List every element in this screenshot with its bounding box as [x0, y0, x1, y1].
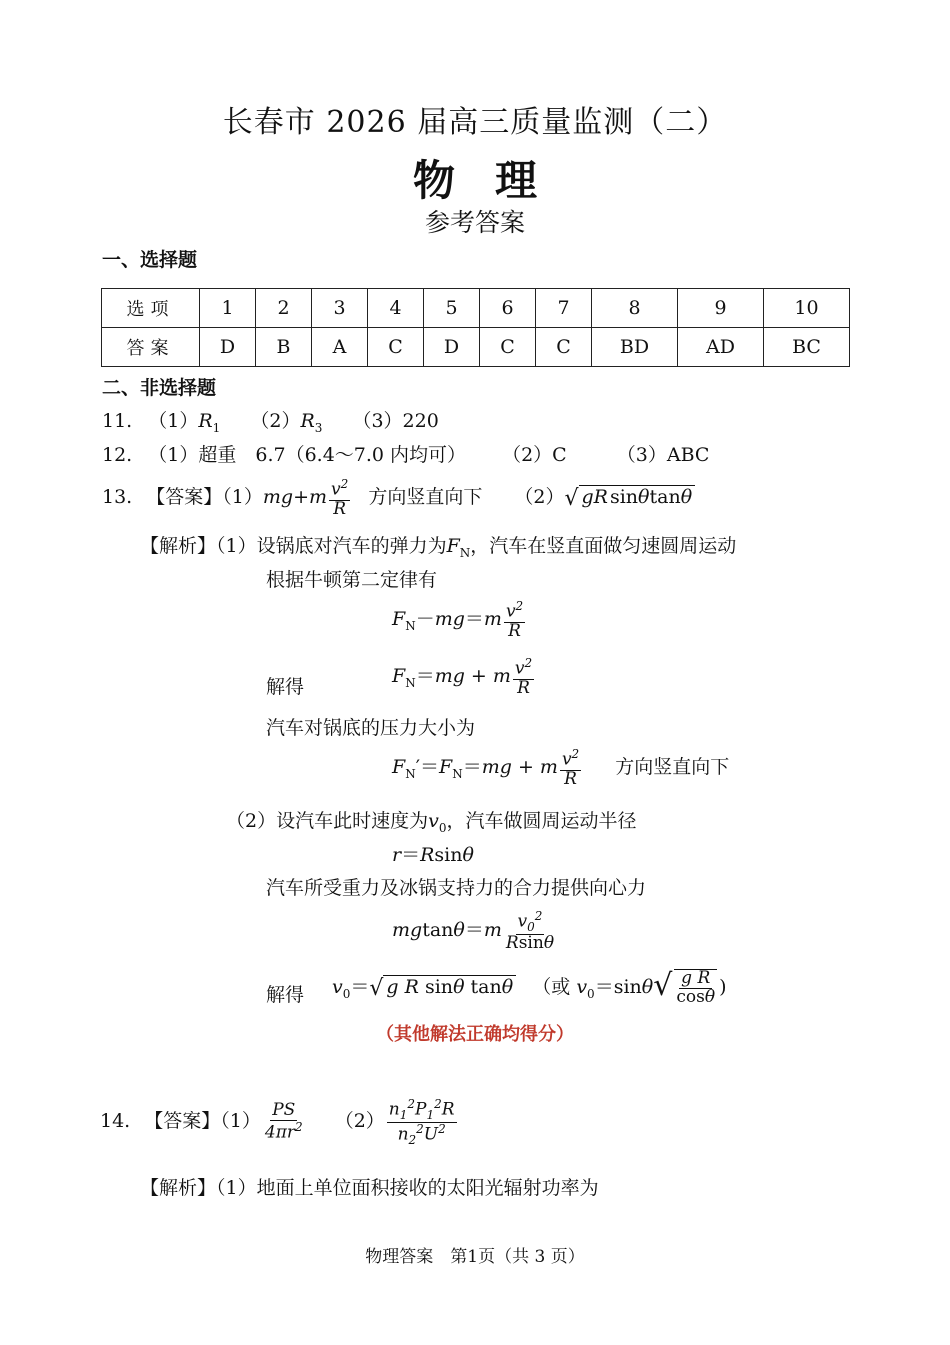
q13-analysis-line3: 汽车对锅底的压力大小为: [266, 717, 476, 739]
equation-fn: $F_N=mg + m$ $\frac{v^2}{R}$: [392, 656, 533, 698]
answer-cell: C: [480, 328, 536, 367]
question-number: 8: [592, 289, 678, 328]
answer-cell: C: [536, 328, 592, 367]
fraction-v2-R: $\frac{v^2}{R}$: [331, 477, 349, 519]
equation-centripetal: mgtanθ＝m $\frac{v_0^2}{Rsin\theta}$: [392, 909, 555, 953]
subtitle: 参考答案: [424, 208, 525, 237]
page-title: 长春市 2026 届高三质量监测（二）: [222, 105, 728, 140]
section1-heading: 一、选择题: [102, 249, 198, 271]
q13-part2-line1: （2）设汽车此时速度为$v_0$，汽车做圆周运动半径: [226, 810, 637, 835]
answer-cell: C: [368, 328, 424, 367]
solve-label: 解得: [266, 676, 305, 698]
q14-analysis-line1: 【解析】（1）地面上单位面积接收的太阳光辐射功率为: [140, 1177, 599, 1199]
solve-label-2: 解得: [266, 984, 305, 1006]
question-number: 9: [678, 289, 764, 328]
q13-analysis-line2: 根据牛顿第二定律有: [266, 569, 438, 591]
answer-table: [101, 288, 850, 367]
row-label-options: 选项: [102, 289, 200, 328]
q12-line: 12. （1）超重 6.7（6.4～7.0 内均可） （2）C （3）ABC: [102, 444, 710, 466]
q13-answer-line: 13. 【答案】（1）mg+m $\frac{v^2}{R}$ 方向竖直向下 （2）√ gR sinθtanθ: [102, 478, 695, 518]
question-number: 7: [536, 289, 592, 328]
table-row-questions: [102, 289, 850, 328]
answer-cell: A: [312, 328, 368, 367]
page-footer: 物理答案 第1页（共 3 页）: [365, 1247, 585, 1267]
equation-radius: r＝Rsinθ: [392, 844, 474, 866]
q13-analysis-line1: 【解析】（1）设锅底对汽车的弹力为$F_N$，汽车在竖直面做匀速圆周运动: [140, 535, 737, 560]
question-number: 6: [480, 289, 536, 328]
equation-v0: $v_0=√$ g R sinθ tanθ （或 $v_0=\sin\theta√$ $\frac{\text{g R}}{\cos\theta}$ ): [332, 968, 727, 1007]
question-number: 1: [200, 289, 256, 328]
answer-cell: BD: [592, 328, 678, 367]
answer-cell: AD: [678, 328, 764, 367]
question-number: 4: [368, 289, 424, 328]
table-row-answers: [102, 328, 850, 367]
equation-newton: $F_N-mg=m$ $\frac{v^2}{R}$: [392, 599, 524, 641]
answer-cell: D: [424, 328, 480, 367]
row-label-answers: 答案: [102, 328, 200, 367]
answer-cell: B: [256, 328, 312, 367]
q14-answer-line: 14. 【答案】（1） $\frac{PS}{4\pi r^2}$ （2） $\frac{n_1^2P_1^2R}{n_2^2U^2}$: [100, 1097, 455, 1147]
question-number: 10: [764, 289, 850, 328]
equation-pressure: $F_N'=F_N=mg + m$ $\frac{v^2}{R}$ 方向竖直向下: [392, 747, 730, 789]
answer-cell: BC: [764, 328, 850, 367]
answer-cell: D: [200, 328, 256, 367]
subject-title: 物理: [412, 156, 577, 205]
section2-heading: 二、非选择题: [102, 377, 217, 399]
question-number: 2: [256, 289, 312, 328]
note-other-solutions: （其他解法正确均得分）: [376, 1024, 574, 1045]
q13-part2-line2: 汽车所受重力及冰锅支持力的合力提供向心力: [266, 877, 647, 899]
question-number: 3: [312, 289, 368, 328]
question-number: 5: [424, 289, 480, 328]
q11-line: 11. $(1)R_1$ $(2)R_3$ （3）220: [102, 410, 439, 435]
